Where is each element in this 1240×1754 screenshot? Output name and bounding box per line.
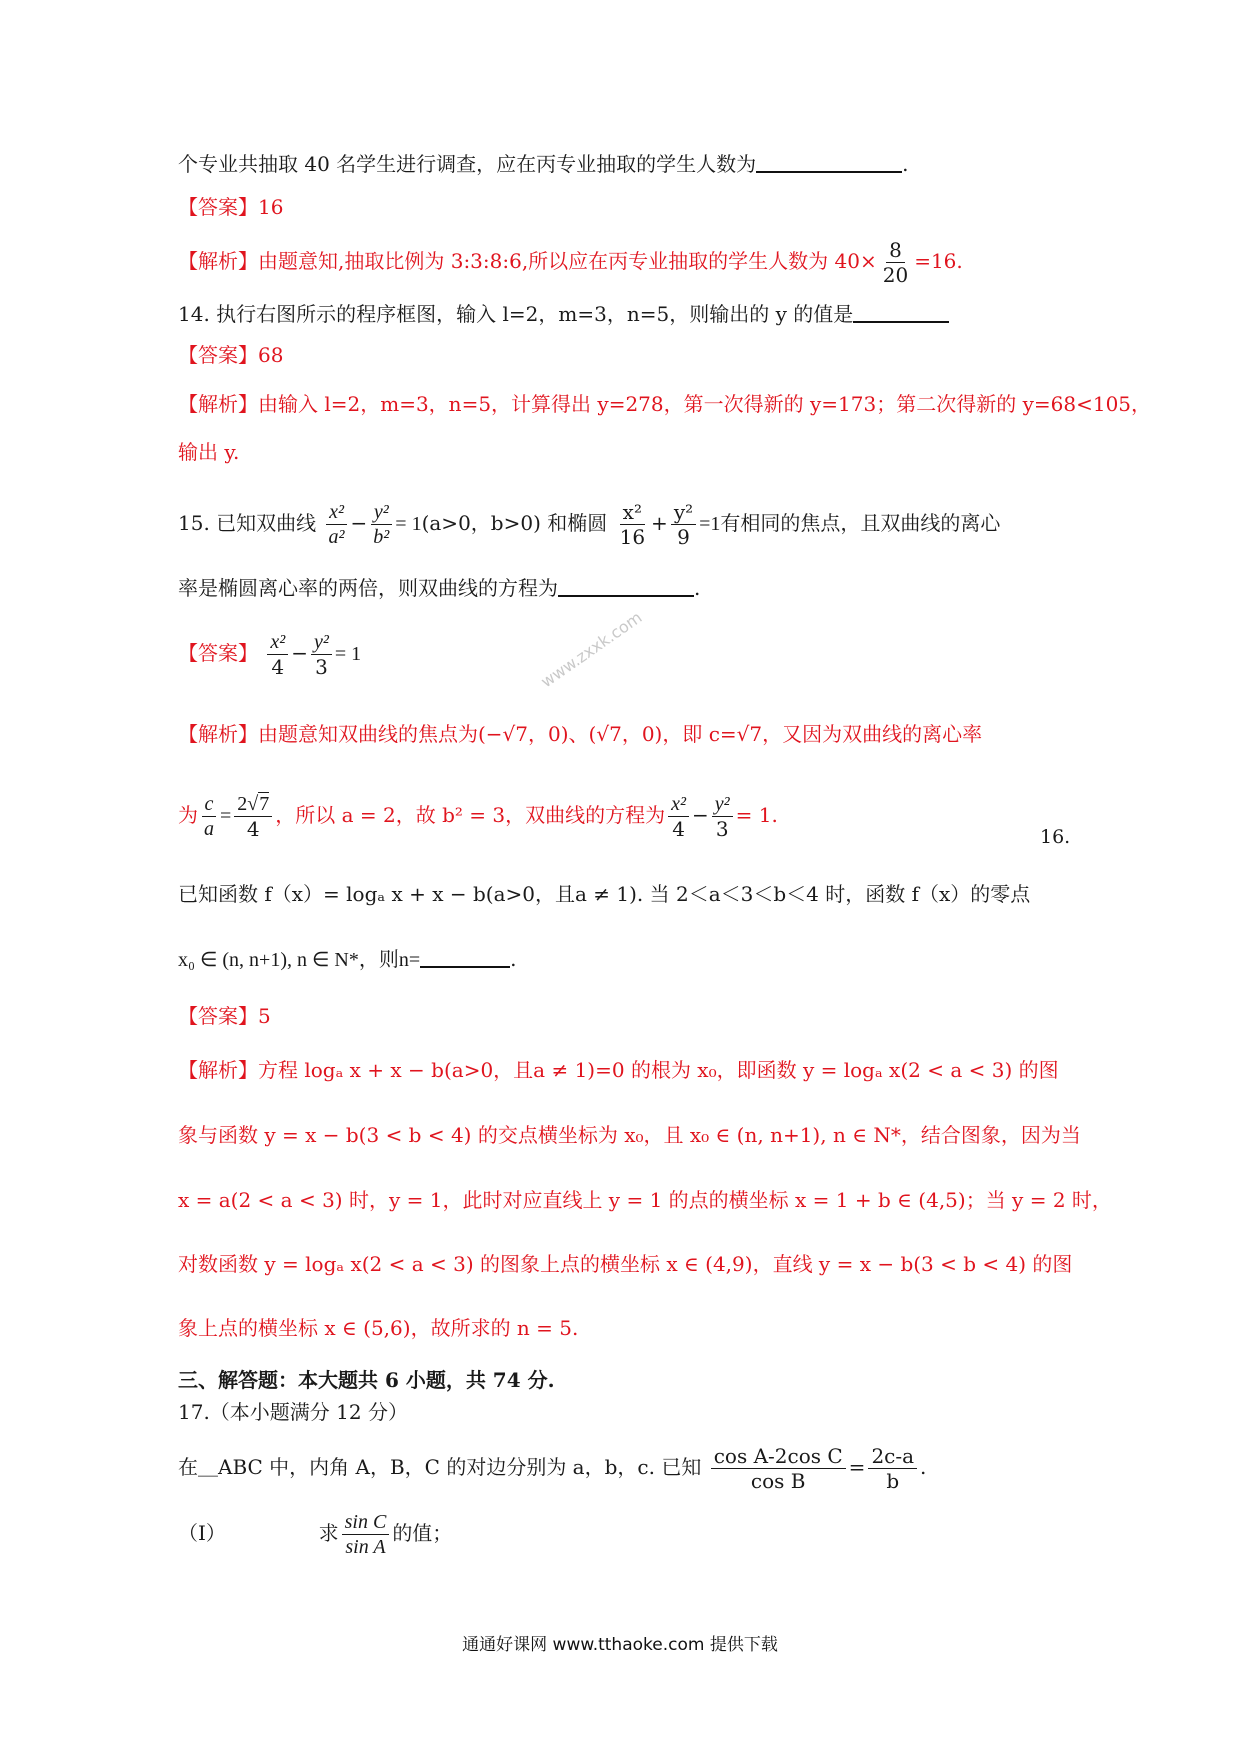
q15-ecc-frac: $\frac{c}{a}$ <box>201 792 217 841</box>
q17-part-1 <box>178 1510 452 1559</box>
q17-part1-label: （I） <box>178 1521 226 1545</box>
q15-condition: (a>0，b>0) 和椭圆 <box>421 511 608 535</box>
q17-line-1 <box>178 1444 926 1493</box>
section-3-heading: 三、解答题：本大题共 6 小题，共 74 分. <box>178 1368 555 1392</box>
q16-blank <box>420 966 510 968</box>
q16-analysis-1: 【解析】方程 logₐ x + x − b(a>0，且a ≠ 1)=0 的根为 x₀，即函数 y = logₐ x(2 < a < 3) 的图 <box>178 1058 1059 1082</box>
q15-tail: 有相同的焦点，且双曲线的离心 <box>720 511 1001 535</box>
q13-blank <box>756 171 902 173</box>
q15-hyperbola-frac-y: $\frac{\text{y²}}{\text{b²}}$ <box>370 500 392 549</box>
q17-fraction-1 <box>711 1444 846 1493</box>
q14-blank <box>853 321 949 323</box>
q13-analysis-text: 【解析】由题意知,抽取比例为 3:3:8:6,所以应在丙专业抽取的学生人数为 40× <box>178 249 877 273</box>
q17-part1-fraction <box>342 1510 390 1559</box>
q13-answer: 【答案】16 <box>178 195 284 219</box>
q15-question-line: 15. 已知双曲线 $\frac{\text{x²}}{\text{a²}}$ − $\frac{\text{y²}}{\text{b²}}$ = 1(a>0，b>0) 和椭圆 $\frac{\text{x²}}{16}$ + $\frac{\text{y²}}{9}$ =1有相同的焦点，且双曲线的离心 <box>178 500 1001 549</box>
q13-end: . <box>902 152 909 176</box>
q13-text: 个专业共抽取 40 名学生进行调查，应在丙专业抽取的学生人数为 <box>178 152 757 176</box>
q15-ecc-value-frac: $\frac{2√7}{4}$ <box>234 792 272 841</box>
q17-equals: = <box>848 1455 866 1479</box>
q15-line-2 <box>178 574 700 602</box>
q16-analysis-4: 对数函数 y = logₐ x(2 < a < 3) 的图象上点的横坐标 x ∈ (4,9)，直线 y = x − b(3 < b < 4) 的图 <box>178 1252 1073 1276</box>
q15-ellipse-frac-x: $\frac{\text{x²}}{16}$ <box>619 500 646 549</box>
watermark: www.zxxk.com <box>537 607 646 692</box>
q14-answer: 【答案】68 <box>178 343 284 367</box>
q17-f2-den: b <box>886 1469 900 1493</box>
q16-analysis-2: 象与函数 y = x − b(3 < b < 4) 的交点横坐标为 x₀，且 x₀ ∈ (n, n+1), n ∈ N*，结合图象，因为当 <box>178 1123 1081 1147</box>
q15-analysis-2b: ，所以 a = 2，故 b² = 3，双曲线的方程为 <box>275 803 666 827</box>
q17-part1-num: sin C <box>342 1510 390 1535</box>
q15-answer-frac-y: $\frac{\text{y²}}{3}$ <box>311 630 332 679</box>
q15-analysis-1-text: 由题意知双曲线的焦点为(−√7，0)、(√7，0)，即 c=√7，又因为双曲线的离心率 <box>258 722 983 746</box>
q16-number: 16. <box>1040 826 1071 848</box>
q15-end: . <box>694 576 701 600</box>
q17-part1-pre: 求 <box>318 1521 339 1545</box>
q14-text: 14. 执行右图所示的程序框图，输入 l=2，m=3，n=5，则输出的 y 的值是 <box>178 302 854 326</box>
q13-text-line <box>178 150 909 178</box>
q13-analysis <box>178 238 963 287</box>
q16-analysis-3: x = a(2 < a < 3) 时，y = 1，此时对应直线上 y = 1 的点的横坐标 x = 1 + b ∈ (4,5)；当 y = 2 时， <box>178 1188 1112 1212</box>
q15-ellipse-frac-y: $\frac{\text{y²}}{9}$ <box>671 500 696 549</box>
q15-answer-frac-x: $\frac{\text{x²}}{4}$ <box>267 630 288 679</box>
q13-fraction <box>880 238 911 287</box>
q15-hyperbola-frac-x: $\frac{\text{x²}}{\text{a²}}$ <box>326 500 348 549</box>
q13-frac-den: 20 <box>882 263 909 287</box>
q15-analysis-2c: = 1. <box>735 803 778 827</box>
q16-end: . <box>510 947 517 971</box>
q15-answer-label: 【答案】 <box>178 641 258 665</box>
q15-analysis-label: 【解析】 <box>178 722 258 746</box>
q17-line1-text: 在＿ABC 中，内角 A，B，C 的对边分别为 a，b，c. 已知 <box>178 1455 702 1479</box>
page-footer: 通通好课网 www.tthaoke.com 提供下载 <box>462 1635 778 1655</box>
q17-heading: 17.（本小题满分 12 分） <box>178 1400 408 1424</box>
q14-analysis-2: 输出 y. <box>178 440 240 464</box>
q14-text-line <box>178 300 949 328</box>
q17-f1-den: cos B <box>750 1469 806 1493</box>
q17-f2-num: 2c-a <box>868 1444 917 1469</box>
q17-f1-num: cos A-2cos C <box>711 1444 846 1469</box>
q17-end: . <box>920 1455 927 1479</box>
q16-line2-text: x₀ ∈ (n, n+1), n ∈ N*，则n= <box>178 949 421 971</box>
q15-lead: 15. 已知双曲线 <box>178 511 317 535</box>
q15-blank <box>558 595 694 597</box>
q16-line-2 <box>178 945 517 974</box>
q16-line-1: 已知函数 f（x）= logₐ x + x − b(a>0，且a ≠ 1). 当 2＜a＜3＜b＜4 时，函数 f（x）的零点 <box>178 882 1031 906</box>
q15-analysis-frac-y: $\frac{\text{y²}}{3}$ <box>712 792 733 841</box>
q16-answer: 【答案】5 <box>178 1004 271 1028</box>
q15-analysis-frac-x: $\frac{\text{x²}}{4}$ <box>668 792 689 841</box>
q15-answer: 【答案】 $\frac{\text{x²}}{4}$ − $\frac{\text{y²}}{3}$ = 1 <box>178 631 362 679</box>
q16-analysis-5: 象上点的横坐标 x ∈ (5,6)，故所求的 n = 5. <box>178 1316 579 1340</box>
q17-part1-post: 的值； <box>392 1521 453 1545</box>
q15-line2-text: 率是椭圆离心率的两倍，则双曲线的方程为 <box>178 576 558 600</box>
q17-part1-den: sin A <box>345 1536 386 1558</box>
q13-frac-num: 8 <box>886 238 905 263</box>
q15-analysis-2a: 为 <box>178 803 198 827</box>
q14-analysis-1: 【解析】由输入 l=2，m=3，n=5，计算得出 y=278，第一次得新的 y=173；第二次得新的 y=68<105， <box>178 392 1152 416</box>
q13-analysis-post: =16. <box>914 249 963 273</box>
q15-analysis-2: 为 $\frac{c}{a}$ = $\frac{2√7}{4}$ ，所以 a = 2，故 b² = 3，双曲线的方程为 $\frac{\text{x²}}{4}$ − $\frac{\text{y²}}{3}$ = 1. <box>178 793 778 841</box>
q15-analysis-1 <box>178 720 982 748</box>
q17-fraction-2 <box>868 1444 917 1493</box>
